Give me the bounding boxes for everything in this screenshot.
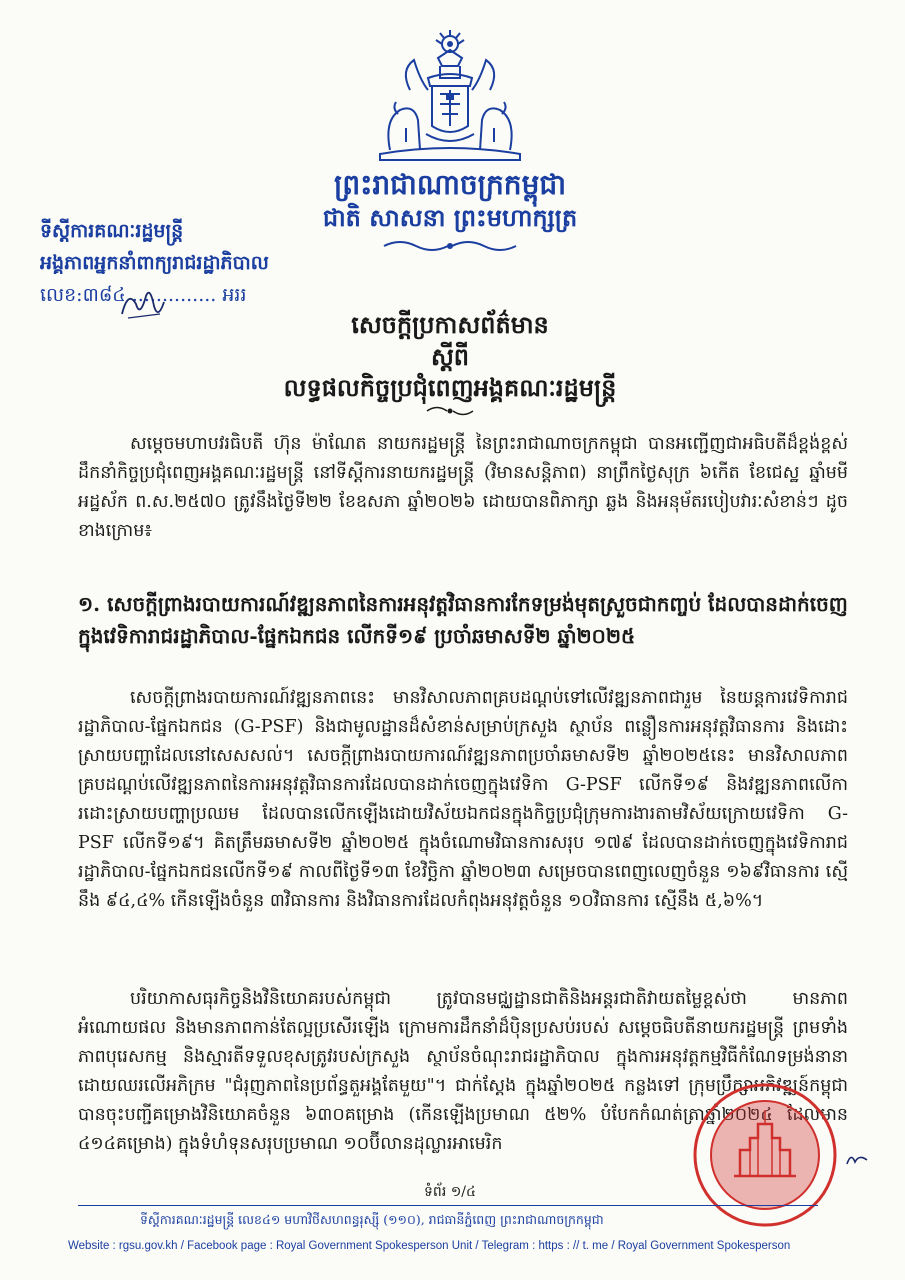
signature-icon (118, 284, 168, 326)
official-seal-icon (690, 1080, 840, 1230)
agenda-item-1-heading: ១. សេចក្តីព្រាងរបាយការណ៍វឌ្ឍនភាពនៃការអនុវត្តវិធានការកែទម្រង់មុតស្រួចជាកញ្ចប់ ដែលបានដាក់ចេញក្នុងវេទិការាជរដ្ឋាភិបាល-ផ្នែកឯកជន លើកទី១៩ ប្រចាំឆមាសទី២ ឆ្នាំ២០២៥ (78, 592, 848, 648)
office-line-1: ទីស្ដីការគណៈរដ្ឋមន្ត្រី (40, 220, 184, 242)
issuing-office (40, 218, 269, 306)
footer-divider (78, 1205, 818, 1206)
intro-paragraph: សម្ដេចមហាបវរធិបតី ហ៊ុន ម៉ាណែត នាយករដ្ឋមន្ត្រី នៃព្រះរាជាណាចក្រកម្ពុជា បានអញ្ជើញជាអធិបតីដ៏ខ្ពង់ខ្ពស់ ដឹកនាំកិច្ចប្រជុំពេញអង្គគណៈរដ្ឋមន្ត្រី នៅទីស្ដីការនាយករដ្ឋមន្ត្រី (វិមានសន្តិភាព) នាព្រឹកថ្ងៃសុក្រ ៦កើត ខែជេស្ឋ ឆ្នាំមមី អដ្ឋស័ក ព.ស.២៥៧០ ត្រូវនឹងថ្ងៃទី២២ ខែឧសភា ឆ្នាំ២០២៦ ដោយបានពិភាក្សា ឆ្លង និងអនុម័តរបៀបវារៈសំខាន់ៗ ដូចខាងក្រោម៖ (78, 434, 848, 541)
initial-mark-icon (845, 1150, 869, 1168)
reference-number: លេខ:៣៨៤ .............. អររ (40, 284, 247, 306)
kingdom-name: ព្រះរាជាណាចក្រកម្ពុជា (333, 168, 566, 201)
investment-paragraph: បរិយាកាសធុរកិច្ចនិងវិនិយោគរបស់កម្ពុជា ត្រូវបានមជ្ឈដ្ឋានជាតិនិងអន្តរជាតិវាយតម្លៃខ្ពស់ថា មានភាពអំណោយផល និងមានភាពកាន់តែល្អប្រសើរឡើង ក្រោមការដឹកនាំដ៏ប៉ិនប្រសប់របស់ សម្ដេចធិបតីនាយករដ្ឋមន្ត្រី ព្រមទាំងភាពបុរេសកម្ម និងស្មារតីទទួលខុសត្រូវរបស់ក្រសួង ស្ថាប័នចំណុះរាជរដ្ឋាភិបាល ក្នុងការអនុវត្តកម្មវិធីកំណែទម្រង់នានា ដោយឈរលើអភិក្រម "ជំរុញភាពនៃប្រព័ន្ធតួអង្គតែមួយ"។ ជាក់ស្ដែង ក្នុងឆ្នាំ២០២៥ កន្លងទៅ ក្រុមប្រឹក្សាអភិវឌ្ឍន៍កម្ពុជា បានចុះបញ្ជីគម្រោងវិនិយោគចំនួន ៦៣០គម្រោង (កើនឡើងប្រមាណ ៥២% បំបែកកំណត់ត្រាឆ្នាំ២០២៤ ដែលមាន ៤១៤គម្រោង) ក្នុងទំហំទុនសរុបប្រមាណ ១០ប៊ីលានដុល្លារអាមេរិក (78, 989, 848, 1154)
national-motto: ជាតិ សាសនា ព្រះមហាក្សត្រ (322, 203, 578, 232)
document-title: សេចក្ដីប្រកាសព័ត៌មាន (351, 310, 549, 339)
title-ornament-icon (425, 404, 475, 418)
page-number: ទំព័រ ១/៤ (424, 1184, 476, 1200)
office-line-2: អង្គភាពអ្នកនាំពាក្យរាជរដ្ឋាភិបាល (40, 252, 269, 274)
document-subject: លទ្ធផលកិច្ចប្រជុំពេញអង្គគណៈរដ្ឋមន្ត្រី (283, 373, 617, 402)
header-ornament-icon (380, 238, 520, 254)
footer-address: ទីស្ដីការគណៈរដ្ឋមន្ត្រី លេខ៤១ មហាវិថីសហពន្ធរុស្ស៊ី (១១០), រាជធានីភ្នំពេញ ព្រះរាជាណាចក្រកម្ពុជា (140, 1212, 604, 1227)
footer-contacts: Website : rgsu.gov.kh / Facebook page : Royal Government Spokesperson Unit / Telegram : https : // t. me / Royal Government Spokesperson (68, 1240, 791, 1252)
agenda-item-1-paragraph: សេចក្ដីព្រាងរបាយការណ៍វឌ្ឍនភាពនេះ មានវិសាលភាពគ្របដណ្ដប់ទៅលើវឌ្ឍនភាពជារួម នៃយន្តការវេទិការាជរដ្ឋាភិបាល-ផ្នែកឯកជន (G-PSF) និងជាមូលដ្ឋានដ៏សំខាន់សម្រាប់ក្រសួង ស្ថាប័ន ពន្លឿនការអនុវត្តវិធានការ និងដោះស្រាយបញ្ហាដែលនៅសេសសល់។ សេចក្ដីព្រាងរបាយការណ៍វឌ្ឍនភាពប្រចាំឆមាសទី២ ឆ្នាំ២០២៥នេះ មានវិសាលភាពគ្របដណ្ដប់លើវឌ្ឍនភាពនៃការអនុវត្តវិធានការដែលបានដាក់ចេញក្នុងវេទិកា G-PSF លើកទី១៩ និងវឌ្ឍនភាពលើការដោះស្រាយបញ្ហាប្រឈម ដែលបានលើកឡើងដោយវិស័យឯកជនក្នុងកិច្ចប្រជុំក្រុមការងារតាមវិស័យក្រោយវេទិកា G-PSF លើកទី១៩។ គិតត្រឹមឆមាសទី២ ឆ្នាំ២០២៥ ក្នុងចំណោមវិធានការសរុប ១៧៩ ដែលបានដាក់ចេញក្នុងវេទិការាជរដ្ឋាភិបាល-ផ្នែកឯកជនលើកទី១៩ កាលពីថ្ងៃទី១៣ ខែវិច្ឆិកា ឆ្នាំ២០២៣ សម្រេចបានពេញលេញចំនួន ១៦៩វិធានការ ស្មើនឹង ៩៤,៤% កើនឡើងចំនួន ៣វិធានការ និងវិធានការដែលកំពុងអនុវត្តចំនួន ១០វិធានការ ស្មើនឹង ៥,៦%។ (78, 688, 848, 911)
title-about: ស្ដីពី (430, 342, 470, 371)
royal-emblem-icon (370, 30, 530, 165)
